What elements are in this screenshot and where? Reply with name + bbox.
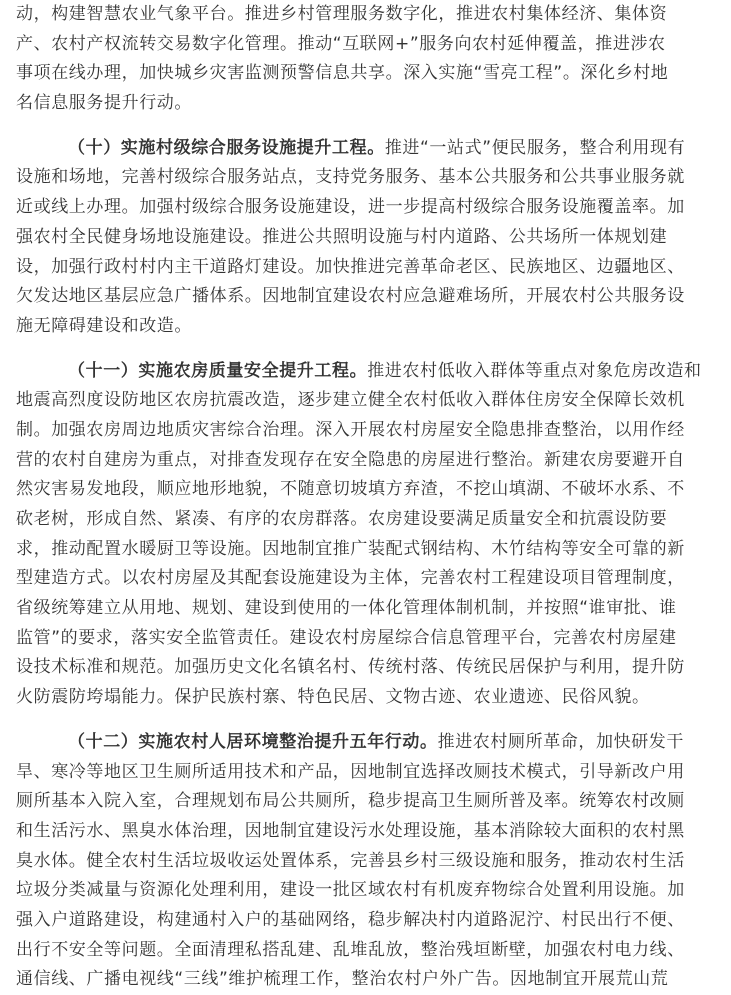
paragraph-first-line xyxy=(16,728,716,758)
text-line: 监管”的要求，落实安全监管责任。建设农村房屋综合信息管理平台，完善农村房屋建 xyxy=(16,627,677,648)
text-line: 旱、寒冷等地区卫生厕所适用技术和产品，因地制宜选择改厕技术模式，引导新改户用 xyxy=(16,761,685,782)
paragraph-housing-safety xyxy=(16,357,716,713)
text-line: 型建造方式。以农村房屋及其配套设施建设为主体，完善农村工程建设项目管理制度， xyxy=(16,568,685,589)
text-line: 事项在线办理，加快城乡灾害监测预警信息共享。深入实施“雪亮工程”。深化乡村地 xyxy=(16,63,669,84)
paragraph-digital-governance xyxy=(16,0,716,119)
text-line: 臭水体。健全农村生活垃圾收运处置体系，完善县乡村三级设施和服务，推动农村生活 xyxy=(16,850,685,871)
paragraph-village-service-facilities xyxy=(16,134,716,342)
paragraph-first-line xyxy=(16,357,716,387)
text-line: 然灾害易发地段，顺应地形地貌，不随意切坡填方弃渣，不挖山填湖、不破坏水系、不 xyxy=(16,479,685,500)
text-line: 求，推动配置水暖厨卫等设施。因地制宜推广装配式钢结构、木竹结构等安全可靠的新 xyxy=(16,538,685,559)
text-line: 省级统筹建立从用地、规划、建设到使用的一体化管理体制机制，并按照“谁审批、谁 xyxy=(16,598,677,619)
text-line: 施无障碍建设和改造。 xyxy=(16,315,192,336)
text-run: 推进“一站式”便民服务，整合利用现有 xyxy=(384,137,686,158)
section-heading: （十二）实施农村人居环境整治提升五年行动。 xyxy=(68,731,438,752)
paragraph-gap xyxy=(16,119,716,134)
text-line: 产、农村产权流转交易数字化管理。推动“互联网+”服务向农村延伸覆盖，推进涉农 xyxy=(16,33,666,54)
text-line: 厕所基本入院入室，合理规划布局公共厕所，稳步提高卫生厕所普及率。统筹农村改厕 xyxy=(16,791,685,812)
section-heading: （十）实施村级综合服务设施提升工程。 xyxy=(68,137,385,158)
text-line: 强农村全民健身场地设施建设。推进公共照明设施与村内道路、公共场所一体规划建 xyxy=(16,226,668,247)
text-line: 欠发达地区基层应急广播体系。因地制宜建设农村应急避难场所，开展农村公共服务设 xyxy=(16,286,685,307)
paragraph-first-line xyxy=(16,134,716,164)
text-line: 动，构建智慧农业气象平台。推进乡村管理服务数字化，推进农村集体经济、集体资 xyxy=(16,4,668,24)
text-line: 设施和场地，完善村级综合服务站点，支持党务服务、基本公共服务和公共事业服务就 xyxy=(16,167,685,188)
text-line: 设技术标准和规范。加强历史文化名镇名村、传统村落、传统民居保护与利用，提升防 xyxy=(16,657,685,678)
paragraph-living-environment xyxy=(16,728,716,995)
text-line: 出行不安全等问题。全面清理私搭乱建、乱堆乱放，整治残垣断壁，加强农村电力线、 xyxy=(16,939,685,960)
section-heading: （十一）实施农房质量安全提升工程。 xyxy=(68,360,368,381)
text-line: 地震高烈度设防地区农房抗震改造，逐步建立健全农村低收入群体住房安全保障长效机 xyxy=(16,390,685,411)
text-line: 设，加强行政村村内主干道路灯建设。加快推进完善革命老区、民族地区、边疆地区、 xyxy=(16,256,685,277)
text-line: 近或线上办理。加强村级综合服务设施建设，进一步提高村级综合服务设施覆盖率。加 xyxy=(16,197,685,218)
document-body xyxy=(16,0,716,995)
paragraph-gap xyxy=(16,713,716,728)
text-run: 推进农村厕所革命，加快研发干 xyxy=(437,731,685,752)
text-run: 推进农村低收入群体等重点对象危房改造和 xyxy=(367,360,702,381)
text-line: 垃圾分类减量与资源化处理利用，建设一批区域农村有机废弃物综合处置利用设施。加 xyxy=(16,880,685,901)
paragraph-gap xyxy=(16,342,716,357)
text-line: 强入户道路建设，构建通村入户的基础网络，稳步解决村内道路泥泞、村民出行不便、 xyxy=(16,909,685,930)
text-line: 砍老树，形成自然、紧凑、有序的农房群落。农房建设要满足质量安全和抗震设防要 xyxy=(16,509,668,529)
text-line: 营的农村自建房为重点，对排查发现存在安全隐患的房屋进行整治。新建农房要避开自 xyxy=(16,449,685,470)
text-line: 制。加强农房周边地质灾害综合治理。深入开展农村房屋安全隐患排查整治，以用作经 xyxy=(16,419,685,440)
text-line: 名信息服务提升行动。 xyxy=(16,93,192,114)
text-line: 和生活污水、黑臭水体治理，因地制宜建设污水处理设施，基本消除较大面积的农村黑 xyxy=(16,820,685,841)
text-line: 通信线、广播电视线“三线”维护梳理工作，整治农村户外广告。因地制宜开展荒山荒 xyxy=(16,969,669,990)
text-line: 火防震防垮塌能力。保护民族村寨、特色民居、文物古迹、农业遗迹、民俗风貌。 xyxy=(16,687,650,708)
